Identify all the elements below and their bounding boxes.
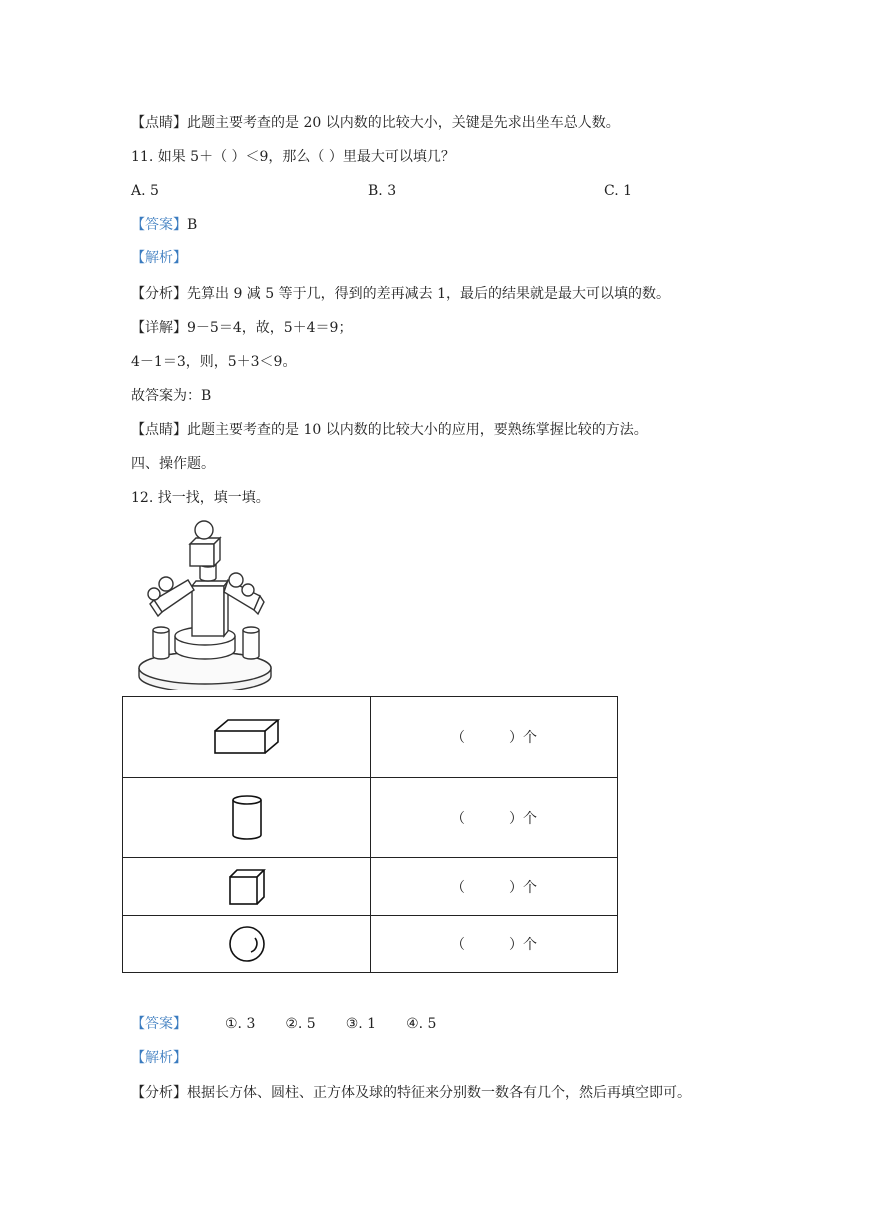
q12-analysis-tag: 【解析】 [131,1050,187,1066]
q12-fenxi [131,1083,691,1103]
q11-option-c: C. 1 [604,183,633,199]
q11-option-a: A. 5 [131,183,159,199]
robot-illustration [132,518,282,690]
open-paren: （ [451,810,465,827]
count-unit: ）个 [509,879,537,896]
q12-answer-2: ②. 5 [285,1016,316,1032]
cuboid-icon [212,717,282,757]
shape-cell [123,858,371,916]
q10-tip-text: 此题主要考查的是 20 以内数的比较大小，关键是先求出坐车总人数。 [187,115,620,131]
q11-xiangjie-text: 9－5＝4，故，5＋4＝9； [187,320,353,336]
q12-answer [131,1014,466,1034]
q11-answer [131,215,197,235]
tip-tag: 【点睛】 [131,115,187,131]
blank-cell[interactable] [371,697,618,778]
fenxi-tag: 【分析】 [131,286,187,302]
blank-cell[interactable] [371,858,618,916]
q11-option-b: B. 3 [368,183,397,199]
cube-icon [227,867,267,907]
blank-cell[interactable] [371,778,618,858]
answer-tag: 【答案】 [131,1016,187,1032]
answer-tag: 【答案】 [131,217,187,233]
q12-answer-4: ④. 5 [406,1016,437,1032]
table-row [123,916,618,973]
q11-fenxi-text: 先算出 9 减 5 等于几，得到的差再减去 1，最后的结果就是最大可以填的数。 [187,286,670,302]
open-paren: （ [451,937,465,953]
q12-answer-3: ③. 1 [345,1016,377,1032]
shape-cell [123,778,371,858]
shape-cell [123,916,371,973]
table-row [123,858,618,916]
open-paren: （ [451,730,465,746]
table-row [123,697,618,778]
q11-xiangjie-line2: 4－1＝3，则，5＋3＜9。 [131,354,297,370]
q12-stem: 12. 找一找，填一填。 [131,490,270,506]
q11-stem: 11. 如果 5＋（ ）＜9，那么（ ）里最大可以填几？ [131,149,455,165]
q10-tip [131,113,620,133]
q11-xiangjie [131,318,352,338]
fenxi-tag: 【分析】 [131,1085,187,1101]
q11-conclusion: 故答案为：B [131,388,212,404]
tip-tag: 【点睛】 [131,422,187,438]
xiangjie-tag: 【详解】 [131,320,187,336]
count-unit: ）个 [509,937,537,953]
q11-analysis-tag: 【解析】 [131,250,187,266]
q11-answer-value: B [187,217,198,233]
q11-tip-text: 此题主要考查的是 10 以内数的比较大小的应用，要熟练掌握比较的方法。 [187,422,648,438]
q12-fenxi-text: 根据长方体、圆柱、正方体及球的特征来分别数一数各有几个，然后再填空即可。 [187,1085,691,1101]
q11-fenxi [131,284,670,304]
blank-cell[interactable] [371,916,618,973]
q12-answer-1: ①. 3 [225,1016,256,1032]
shape-count-table [122,696,618,973]
count-unit: ）个 [509,730,537,746]
sphere-icon [227,924,267,964]
open-paren: （ [451,879,465,896]
q11-tip [131,420,648,440]
cylinder-icon [230,794,264,842]
table-row [123,778,618,858]
shape-cell [123,697,371,778]
count-unit: ）个 [509,810,537,827]
section-title: 四、操作题。 [131,456,215,472]
